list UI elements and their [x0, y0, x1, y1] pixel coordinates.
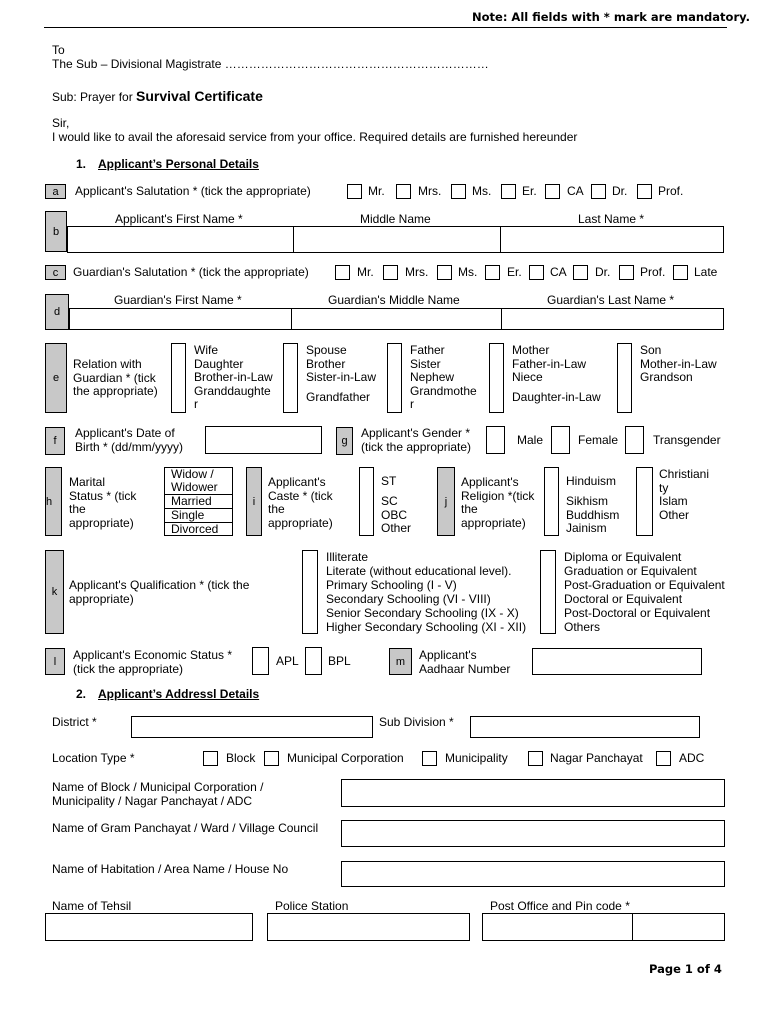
location-municipality-label: Municipality — [445, 751, 508, 765]
gender-male-label: Male — [517, 433, 544, 447]
gender-female-label: Female — [578, 433, 619, 447]
section2-title: Applicant’s Addressl Details — [98, 687, 260, 701]
gender-label-line: (tick the appropriate) — [361, 439, 472, 454]
g-salutation-ms-checkbox[interactable] — [437, 265, 452, 280]
caste-label — [268, 476, 333, 530]
g-salutation-dr-checkbox[interactable] — [573, 265, 588, 280]
gender-transgender-label: Transgender — [653, 433, 721, 447]
relation-option: Brother — [306, 356, 346, 371]
middle-name-label: Middle Name — [360, 212, 431, 226]
g-salutation-mrs-label: Mrs. — [405, 265, 429, 279]
tag-g: g — [336, 427, 353, 455]
caste-option: OBC — [381, 507, 408, 522]
header-rule — [44, 27, 727, 28]
section1-number: 1. — [76, 157, 87, 171]
religion-col2 — [659, 468, 709, 522]
subdivision-label: Sub Division * — [379, 715, 454, 729]
qualification-label-line: appropriate) — [69, 592, 134, 606]
g-salutation-dr-label: Dr. — [595, 265, 611, 279]
aadhaar-label-line: Aadhaar Number — [419, 662, 511, 676]
marital-divorced-option[interactable] — [165, 523, 232, 536]
relation-option: r — [410, 397, 414, 412]
relation-option: Spouse — [306, 343, 347, 357]
tag-k: k — [45, 550, 64, 634]
marital-single-option[interactable] — [165, 509, 232, 523]
guardian-salutation-label: Guardian's Salutation * (tick the appropriate) — [73, 265, 309, 279]
to-label: To — [52, 43, 65, 57]
qualification-label — [69, 578, 249, 606]
g-salutation-er-label: Er. — [507, 265, 522, 279]
salutation-mrs-checkbox[interactable] — [396, 184, 411, 199]
tag-f: f — [45, 427, 65, 455]
tag-d: d — [45, 294, 69, 330]
relation-col3-checkboxes[interactable] — [387, 343, 402, 413]
religion-option: Buddhism — [566, 507, 620, 522]
location-adc-checkbox[interactable] — [656, 751, 671, 766]
marital-option-text: Single — [171, 508, 205, 522]
economic-status-label — [73, 648, 232, 676]
g-salutation-prof-label: Prof. — [640, 265, 666, 279]
location-adc-label: ADC — [679, 751, 705, 765]
qualification-option: Diploma or Equivalent — [564, 550, 682, 564]
salutation-dr-label: Dr. — [612, 184, 628, 198]
first-name-label: Applicant's First Name * — [115, 212, 243, 226]
tehsil-input[interactable] — [45, 913, 253, 941]
habitation-input[interactable] — [341, 861, 725, 887]
location-block-checkbox[interactable] — [203, 751, 218, 766]
bpl-checkbox[interactable] — [305, 647, 322, 675]
marital-option-text: Married — [171, 494, 212, 508]
applicant-last-name-input[interactable] — [501, 227, 723, 252]
caste-st-label: ST — [381, 474, 397, 488]
dob-label — [75, 427, 183, 454]
relation-option: r — [194, 397, 198, 412]
gender-transgender-checkbox[interactable] — [625, 426, 644, 454]
g-salutation-ca-label: CA — [550, 265, 567, 279]
guardian-first-name-label: Guardian's First Name * — [114, 293, 242, 307]
aadhaar-label-line: Applicant's — [419, 648, 477, 662]
intro-body: I would like to avail the aforesaid service from your office. Required details are furnished hereunder — [52, 130, 578, 144]
guardian-name-row — [69, 308, 724, 330]
relation-option: Sister-in-Law — [306, 370, 377, 385]
location-municipal-corp-label: Municipal Corporation — [287, 751, 404, 765]
subject-line — [52, 88, 263, 105]
guardian-middle-name-input[interactable] — [292, 309, 502, 329]
religion-option: Other — [659, 507, 690, 522]
g-salutation-ca-checkbox[interactable] — [529, 265, 544, 280]
location-type-label: Location Type * — [52, 751, 135, 765]
tag-l: l — [45, 648, 65, 675]
religion-option: Sikhism — [566, 494, 609, 508]
salutation-mr-label: Mr. — [368, 184, 385, 198]
bpl-label: BPL — [328, 654, 351, 668]
tag-a: a — [45, 184, 66, 199]
salutation-ms-label: Ms. — [472, 184, 492, 198]
relation-option: Son — [640, 343, 662, 357]
applicant-name-row — [67, 226, 724, 253]
qualification-option: Higher Secondary Schooling (XI - XII) — [326, 620, 527, 634]
location-nagar-panchayat-label: Nagar Panchayat — [550, 751, 643, 765]
religion-label — [461, 476, 534, 530]
subject-prefix: Sub: Prayer for — [52, 90, 137, 104]
dob-input[interactable] — [205, 426, 322, 454]
marital-widow-option[interactable] — [165, 468, 232, 495]
relation-option: Daughter — [194, 356, 244, 371]
gender-label-line: Applicant's Gender * — [361, 426, 471, 440]
religion-option: Jainism — [566, 521, 607, 535]
block-name-label — [52, 780, 263, 808]
apl-checkbox[interactable] — [252, 647, 269, 675]
apl-label: APL — [276, 654, 299, 668]
qualification-option: Secondary Schooling (VI - VIII) — [326, 592, 491, 606]
salutation-ca-checkbox[interactable] — [545, 184, 560, 199]
post-office-input[interactable] — [483, 914, 633, 940]
relation-col1 — [194, 344, 273, 412]
qualification-col1 — [326, 550, 526, 634]
marital-options-box — [164, 467, 233, 536]
economic-label-line: Applicant's Economic Status * — [73, 648, 233, 662]
gram-panchayat-label: Name of Gram Panchayat / Ward / Village Council — [52, 821, 319, 835]
relation-col2 — [306, 344, 376, 404]
religion-option: Hinduism — [566, 474, 617, 488]
subdivision-input[interactable] — [470, 716, 700, 738]
caste-checkboxes[interactable] — [359, 467, 374, 536]
marital-option-text: Widow / — [171, 467, 214, 481]
block-name-label-line: Name of Block / Municipal Corporation / — [52, 780, 264, 794]
guardian-last-name-label: Guardian's Last Name * — [547, 293, 675, 307]
tag-c: c — [45, 265, 66, 280]
relation-option: Mother-in-Law — [640, 356, 717, 371]
subject-title: Survival Certificate — [136, 88, 263, 104]
relation-col4 — [512, 344, 601, 404]
tag-b: b — [45, 211, 67, 252]
g-salutation-late-label: Late — [694, 265, 718, 279]
relation-option: Daughter-in-Law — [512, 389, 601, 404]
dob-label-line: Applicant's Date of — [75, 426, 175, 440]
qualification-option: Post-Graduation or Equivalent — [564, 578, 725, 592]
g-salutation-ms-label: Ms. — [458, 265, 478, 279]
qualification-option: Senior Secondary Schooling (IX - X) — [326, 606, 519, 620]
mandatory-note: Note: All fields with * mark are mandatory. — [472, 10, 750, 24]
salutation-ca-label: CA — [567, 184, 584, 198]
district-label: District * — [52, 715, 97, 729]
tag-i: i — [246, 467, 262, 536]
marital-label-line: the — [69, 502, 86, 516]
page-number: Page 1 of 4 — [649, 962, 722, 976]
caste-option: Other — [381, 521, 412, 535]
qualification-label-line: Applicant's Qualification * (tick the — [69, 578, 250, 592]
guardian-middle-name-label: Guardian's Middle Name — [328, 293, 460, 307]
addressee: The Sub – Divisional Magistrate ………………………………………………………… — [52, 57, 489, 71]
relation-option: Brother-in-Law — [194, 370, 273, 385]
section2-number: 2. — [76, 687, 87, 701]
post-office-label: Post Office and Pin code * — [490, 899, 630, 913]
relation-option: Father-in-Law — [512, 356, 587, 371]
qualification-option: Graduation or Equivalent — [564, 564, 697, 578]
qualification-col2-checkboxes[interactable] — [540, 550, 556, 634]
relation-label-line: Relation with — [73, 357, 142, 371]
relation-col5 — [640, 344, 717, 385]
salutation-prof-checkbox[interactable] — [637, 184, 652, 199]
qualification-option: Illiterate — [326, 550, 369, 564]
salutation-dr-checkbox[interactable] — [591, 184, 606, 199]
relation-col1-checkboxes[interactable] — [171, 343, 186, 413]
qualification-option: Post-Doctoral or Equivalent — [564, 606, 711, 620]
religion-option: Islam — [659, 494, 688, 508]
police-station-input[interactable] — [267, 913, 470, 941]
religion-col1 — [566, 495, 619, 536]
gram-panchayat-input[interactable] — [341, 820, 725, 847]
relation-option: Granddaughte — [194, 383, 271, 398]
g-salutation-mr-label: Mr. — [357, 265, 374, 279]
caste-label-line: appropriate) — [268, 515, 333, 530]
religion-label-line: Religion *(tick — [461, 488, 535, 503]
g-salutation-prof-checkbox[interactable] — [619, 265, 634, 280]
salutation-er-checkbox[interactable] — [501, 184, 516, 199]
relation-option: Grandfather — [306, 389, 371, 404]
tehsil-label: Name of Tehsil — [52, 899, 132, 913]
relation-option: Mother — [512, 343, 550, 357]
tag-e: e — [45, 343, 67, 413]
relation-option: Sister — [410, 356, 441, 371]
religion-option: ty — [659, 480, 669, 495]
marital-label-line: appropriate) — [69, 515, 134, 530]
police-station-label: Police Station — [275, 899, 349, 913]
relation-col3 — [410, 344, 477, 412]
pin-code-input[interactable] — [633, 914, 724, 940]
relation-option: Grandson — [640, 370, 693, 385]
last-name-label: Last Name * — [578, 212, 645, 226]
marital-label-line: Marital — [69, 475, 106, 489]
salutation-mrs-label: Mrs. — [418, 184, 442, 198]
marital-label-line: Status * (tick — [69, 488, 137, 503]
relation-option: Wife — [194, 343, 218, 357]
salutation-mr-checkbox[interactable] — [347, 184, 362, 199]
qualification-option: Others — [564, 620, 601, 634]
relation-label-line: the appropriate) — [73, 384, 158, 398]
caste-options — [381, 495, 411, 536]
religion-col2-checkboxes[interactable] — [636, 467, 653, 536]
guardian-last-name-input[interactable] — [502, 309, 723, 329]
religion-label-line: the — [461, 502, 478, 516]
salutation-prof-label: Prof. — [658, 184, 684, 198]
tag-j: j — [437, 467, 455, 536]
marital-option-text: Divorced — [171, 522, 219, 536]
g-salutation-late-checkbox[interactable] — [673, 265, 688, 280]
religion-col1-checkboxes[interactable] — [544, 467, 559, 536]
aadhaar-label — [419, 648, 510, 676]
marital-married-option[interactable] — [165, 495, 232, 509]
qualification-col1-checkboxes[interactable] — [302, 550, 318, 634]
caste-label-line: Caste * (tick — [268, 488, 333, 503]
caste-label-line: the — [268, 502, 285, 516]
guardian-first-name-input[interactable] — [70, 309, 292, 329]
gender-female-checkbox[interactable] — [551, 426, 570, 454]
district-input[interactable] — [131, 716, 373, 738]
caste-label-line: Applicant's — [268, 475, 326, 489]
relation-option: Nephew — [410, 370, 455, 385]
block-name-input[interactable] — [341, 779, 725, 807]
location-municipal-corp-checkbox[interactable] — [264, 751, 279, 766]
tag-m: m — [389, 648, 412, 675]
location-nagar-panchayat-checkbox[interactable] — [528, 751, 543, 766]
section1-title: Applicant’s Personal Details — [98, 157, 259, 171]
relation-option: Grandmothe — [410, 383, 477, 398]
tag-h: h — [45, 467, 62, 536]
marital-label — [69, 476, 136, 530]
economic-label-line: (tick the appropriate) — [73, 662, 184, 676]
religion-label-line: Applicant's — [461, 475, 519, 489]
salutation-ms-checkbox[interactable] — [451, 184, 466, 199]
g-salutation-mr-checkbox[interactable] — [335, 265, 350, 280]
gender-label — [361, 427, 471, 454]
post-office-pin-row — [482, 913, 725, 941]
qualification-option: Literate (without educational level). — [326, 564, 512, 578]
relation-option: Niece — [512, 370, 543, 385]
aadhaar-input[interactable] — [532, 648, 702, 675]
relation-label — [73, 358, 158, 399]
relation-option: Father — [410, 343, 445, 357]
location-block-label: Block — [226, 751, 256, 765]
caste-option: SC — [381, 494, 398, 508]
salutation-er-label: Er. — [522, 184, 537, 198]
qualification-option: Doctoral or Equivalent — [564, 592, 683, 606]
religion-option: Christiani — [659, 467, 710, 481]
g-salutation-mrs-checkbox[interactable] — [383, 265, 398, 280]
applicant-salutation-label: Applicant's Salutation * (tick the appropriate) — [75, 184, 311, 198]
qualification-option: Primary Schooling (I - V) — [326, 578, 457, 592]
qualification-col2 — [564, 550, 725, 634]
relation-col2-checkboxes[interactable] — [283, 343, 298, 413]
dob-label-line: Birth * (dd/mm/yyyy) — [75, 439, 184, 454]
applicant-first-name-input[interactable] — [68, 227, 294, 252]
salutation: Sir, — [52, 116, 70, 130]
relation-col4-checkboxes[interactable] — [489, 343, 504, 413]
relation-col5-checkboxes[interactable] — [617, 343, 632, 413]
gender-male-checkbox[interactable] — [486, 426, 505, 454]
g-salutation-er-checkbox[interactable] — [485, 265, 500, 280]
religion-label-line: appropriate) — [461, 515, 526, 530]
applicant-middle-name-input[interactable] — [294, 227, 501, 252]
habitation-label: Name of Habitation / Area Name / House No — [52, 862, 289, 876]
location-municipality-checkbox[interactable] — [422, 751, 437, 766]
relation-label-line: Guardian * (tick — [73, 370, 156, 385]
marital-option-text: Widower — [171, 480, 218, 494]
block-name-label-line: Municipality / Nagar Panchayat / ADC — [52, 794, 253, 808]
